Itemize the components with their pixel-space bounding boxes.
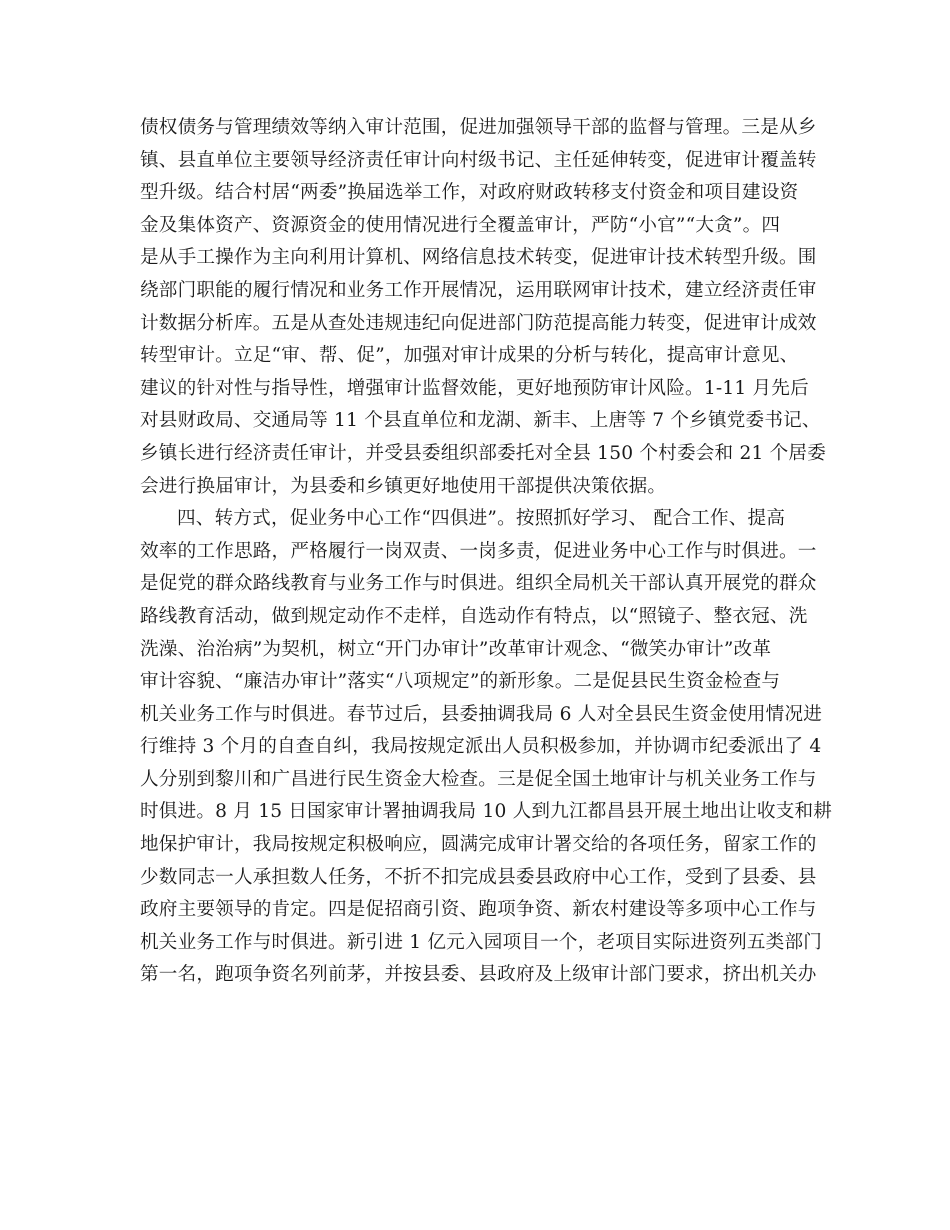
text-line: 人分别到黎川和广昌进行民生资金大检查。三是促全国土地审计与机关业务工作与 <box>140 768 817 790</box>
text-line: 审计容貌、“廉洁办审计”落实“八项规定”的新形象。二是促县民生资金检查与 <box>140 671 781 693</box>
text-line: 效率的工作思路，严格履行一岗双责、一岗多责，促进业务中心工作与时俱进。一 <box>140 540 817 562</box>
text-line: 地保护审计，我局按规定积极响应，圆满完成审计署交给的各项任务，留家工作的 <box>140 834 817 856</box>
text-line: 是从手工操作为主向利用计算机、网络信息技术转变，促进审计技术转型升级。围 <box>140 247 817 269</box>
text-line: 第一名，跑项争资名列前茅，并按县委、县政府及上级审计部门要求，挤出机关办 <box>140 964 817 986</box>
text-line: 绕部门职能的履行情况和业务工作开展情况，运用联网审计技术，建立经济责任审 <box>140 279 817 301</box>
document-body <box>140 112 833 992</box>
text-line: 型升级。结合村居“两委”换届选举工作，对政府财政转移支付资金和项目建设资 <box>140 182 799 204</box>
text-line: 乡镇长进行经济责任审计，并受县委组织部委托对全县 150 个村委会和 21 个居委 <box>140 442 826 464</box>
text-line: 金及集体资产、资源资金的使用情况进行全覆盖审计，严防“小官”“大贪”。四 <box>140 214 781 236</box>
text-line: 时俱进。8 月 15 日国家审计署抽调我局 10 人到九江都昌县开展土地出让收支和耕 <box>140 801 833 823</box>
text-line: 机关业务工作与时俱进。新引进 1 亿元入园项目一个，老项目实际进资列五类部门 <box>140 931 823 953</box>
paragraph-2 <box>140 503 833 992</box>
text-line: 少数同志一人承担数人任务，不折不扣完成县委县政府中心工作，受到了县委、县 <box>140 866 817 888</box>
text-line: 会进行换届审计，为县委和乡镇更好地使用干部提供决策依据。 <box>140 475 667 497</box>
text-line: 洗澡、治治病”为契机，树立“开门办审计”改革审计观念、“微笑办审计”改革 <box>140 638 772 660</box>
text-line: 四、转方式，促业务中心工作“四俱进”。按照抓好学习、 配合工作、提高 <box>177 508 786 530</box>
text-line: 债权债务与管理绩效等纳入审计范围，促进加强领导干部的监督与管理。三是从乡 <box>140 117 817 138</box>
text-line: 路线教育活动，做到规定动作不走样，自选动作有特点，以“照镜子、整衣冠、洗 <box>140 605 808 627</box>
text-line: 镇、县直单位主要领导经济责任审计向村级书记、主任延伸转变，促进审计覆盖转 <box>140 149 817 171</box>
text-line: 对县财政局、交通局等 11 个县直单位和龙湖、新丰、上唐等 7 个乡镇党委书记、 <box>140 410 821 432</box>
text-line: 转型审计。立足“审、帮、促”，加强对审计成果的分析与转化，提高审计意见、 <box>140 345 799 367</box>
text-line: 机关业务工作与时俱进。春节过后，县委抽调我局 6 人对全县民生资金使用情况进 <box>140 703 823 725</box>
text-line: 是促党的群众路线教育与业务工作与时俱进。组织全局机关干部认真开展党的群众 <box>140 573 817 595</box>
text-line: 行维持 3 个月的自查自纠，我局按规定派出人员积极参加，并协调市纪委派出了 4 <box>140 736 822 758</box>
text-line: 计数据分析库。五是从查处违规违纪向促进部门防范提高能力转变，促进审计成效 <box>140 312 817 334</box>
text-line: 建议的针对性与指导性，增强审计监督效能，更好地预防审计风险。1-11 月先后 <box>140 377 809 399</box>
paragraph-1 <box>140 112 826 503</box>
text-line: 政府主要领导的肯定。四是促招商引资、跑项争资、新农村建设等多项中心工作与 <box>140 899 817 921</box>
